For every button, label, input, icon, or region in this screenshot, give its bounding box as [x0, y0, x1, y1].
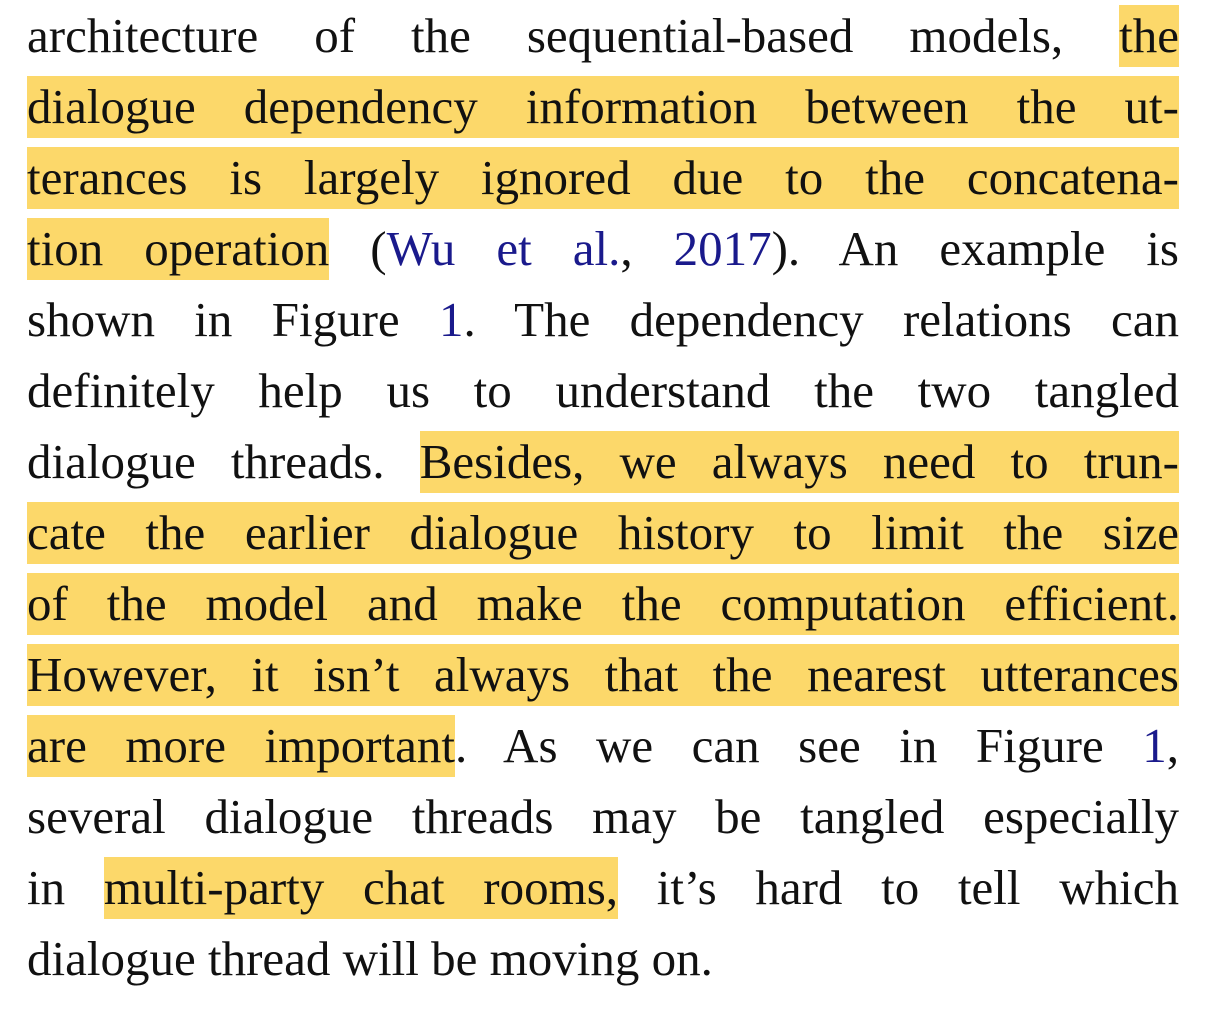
figure-ref-link[interactable]: 1: [1142, 718, 1167, 773]
highlighted-text: terances is largely ignored due to the concatena-: [27, 147, 1179, 209]
text-span: it’s hard to tell which: [618, 860, 1179, 915]
text-line: [27, 432, 1179, 492]
text-line: [27, 503, 1179, 563]
text-span: . The dependency relations can: [463, 292, 1180, 347]
text-span: ,: [1166, 718, 1179, 773]
text-line: [27, 361, 1179, 421]
text-line: [27, 77, 1179, 137]
text-line: [27, 929, 1179, 989]
highlighted-text: multi-party chat rooms,: [104, 857, 618, 919]
text-line: [27, 645, 1179, 705]
text-line: [27, 574, 1179, 634]
text-span: definitely help us to understand the two tangled: [27, 363, 1179, 418]
highlighted-text: cate the earlier dialogue history to limit the size: [27, 502, 1179, 564]
text-line: [27, 858, 1179, 918]
highlighted-text: dialogue dependency information between the ut-: [27, 76, 1179, 138]
text-span: (: [329, 221, 387, 276]
text-span: architecture of the sequential-based models,: [27, 8, 1120, 63]
text-span: in: [27, 860, 104, 915]
highlighted-text: Besides, we always need to trun-: [420, 431, 1179, 493]
text-line: [27, 787, 1179, 847]
text-span: ). An example is: [771, 221, 1180, 276]
highlighted-text: However, it isn’t always that the nearest utterances: [27, 644, 1179, 706]
highlighted-text: tion operation: [27, 218, 329, 280]
text-span: dialogue thread will be moving on.: [27, 931, 713, 986]
text-span: dialogue threads.: [27, 434, 420, 489]
highlighted-text: of the model and make the computation efficient.: [27, 573, 1179, 635]
text-line: [27, 6, 1179, 66]
text-line: [27, 148, 1179, 208]
text-line: [27, 219, 1179, 279]
highlighted-text: the: [1119, 5, 1179, 67]
text-span: several dialogue threads may be tangled especially: [27, 789, 1179, 844]
citation-year-link[interactable]: 2017: [673, 221, 772, 276]
text-line: [27, 290, 1179, 350]
text-span: shown in Figure: [27, 292, 439, 347]
text-span: ,: [620, 221, 674, 276]
text-span: . As we can see in Figure: [455, 718, 1143, 773]
highlighted-text: are more important: [27, 715, 455, 777]
citation-link[interactable]: Wu et al.: [386, 221, 621, 276]
figure-ref-link[interactable]: 1: [438, 292, 464, 347]
text-line: [27, 716, 1179, 776]
